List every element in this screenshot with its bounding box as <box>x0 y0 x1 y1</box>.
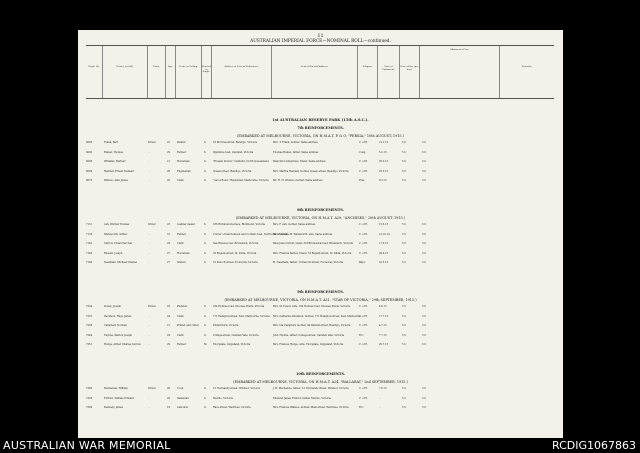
cell-rank: .. <box>148 179 150 182</box>
page-number: 11 <box>317 33 324 39</box>
table-row <box>86 344 554 353</box>
cell-address: Stjarbins-road, Gunbind, Victoria <box>213 150 254 154</box>
cell-pay: 5 0 <box>402 160 406 163</box>
cell-date: 5.2.15 <box>379 150 387 154</box>
cell-ms: M. <box>204 343 208 346</box>
cell-kin: Mrs. Frances Snider, friend, 53 Regent-street, St. Kilda, Victoria <box>273 251 352 255</box>
cell-ms: S. <box>204 150 207 154</box>
cell-no: 7135 <box>86 232 93 236</box>
cell-age: 31 <box>167 232 171 236</box>
cell-date: 21.1.15 <box>379 141 389 144</box>
cell-rank: Driver <box>148 223 156 226</box>
cell-pay: 5 0 <box>402 169 406 173</box>
cell-no: 7160 <box>86 261 93 264</box>
cell-pay: 5 0 <box>402 242 406 245</box>
cell-age: 27 <box>167 251 171 255</box>
cell-age: 27 <box>167 261 171 264</box>
cell-address: Thorpdale, Gippsland, Victoria <box>213 343 251 346</box>
cell-rank: .. <box>148 232 150 236</box>
cell-address: 184 Holmes-road, Moonee Ponds, Victoria <box>213 305 265 308</box>
cell-kin: Miss Jane Carroll, sister, 3rd Brunswick-road, Brunswick, Victoria <box>273 242 353 245</box>
cell-pay: 5 0 <box>402 314 406 318</box>
cell-rel: C. of E. <box>359 324 368 327</box>
cell-kin: Mrs. Martha Haddell, mother, Queen-street, Bendigo, Victoria <box>273 169 349 173</box>
cell-trade: Clerk <box>177 314 184 318</box>
cell-pay: 5 0 <box>402 251 406 255</box>
cell-age: 19 <box>167 406 171 409</box>
cell-ms: S. <box>204 160 207 163</box>
table-row <box>86 407 554 416</box>
cell-date: 25.2.15 <box>379 169 389 173</box>
cell-rel: Cong. <box>359 150 367 154</box>
cell-pay: 5 0 <box>402 387 406 390</box>
cell-age: 26 <box>167 179 171 182</box>
section-embarkation: (EMBARKED AT MELBOURNE, VICTORIA, ON H.M.A.T. P. & O. "PERSIA," 10th AUGUST, 1915.) <box>237 134 404 138</box>
cell-address: "Ascot Road," Bayswater, Melbourne, Victoria <box>213 179 269 182</box>
cell-rel: C. of E. <box>359 223 368 226</box>
table-header <box>86 45 554 99</box>
cell-trade: Farmer <box>177 150 186 154</box>
section-embarkation: (EMBARKED AT MELBOURNE, VICTORIA, ON H.M.A.T. A24, "BALLARAT," 2nd SEPTEMBER, 1915.) <box>233 380 408 384</box>
table-row <box>86 325 554 334</box>
cell-trade: Farmer <box>177 343 186 346</box>
cell-rank: Driver <box>148 141 156 144</box>
footer-record-id: RCDIG1067863 <box>551 439 636 452</box>
cell-rank: .. <box>148 251 150 255</box>
cell-age: 24 <box>167 314 171 318</box>
cell-trade: Clerk <box>177 242 184 245</box>
cell-ms: S. <box>204 406 207 409</box>
cell-rank: .. <box>148 324 150 327</box>
cell-rank: .. <box>148 406 150 409</box>
cell-ms: S. <box>204 223 207 226</box>
cell-pay: 5 0 <box>402 179 406 182</box>
header-religion: Religion. <box>358 46 378 98</box>
cell-name: Davidson, Hugo James <box>104 314 132 318</box>
cell-age: 22 <box>167 141 171 144</box>
cell-age: 23 <box>167 223 171 226</box>
cell-rel: C. of E. <box>359 141 368 144</box>
cell-allot: 3 0 <box>422 141 426 144</box>
header-rate-of-pay: Rate of Pay (per day). <box>400 46 420 98</box>
cell-ms: S. <box>204 396 207 400</box>
cell-kin: J. R. Mackenzie, father, 12 Normandy-street, Windsor, Victoria <box>273 387 349 390</box>
section-reinforcement: 9th REINFORCEMENTS. <box>297 290 344 294</box>
header-next-of-kin: Next of Kin and Address. <box>272 46 358 98</box>
cell-name: Williams, Herbert <box>104 160 126 163</box>
cell-no: 7244 <box>86 333 93 337</box>
header-enlist-date: Date of Enlistment. <box>378 46 400 98</box>
cell-trade: Plumber <box>177 305 188 308</box>
cell-allot: 3 0 <box>422 305 426 308</box>
cell-rank: Driver <box>148 387 156 390</box>
cell-trade: Horseman <box>177 251 190 255</box>
cell-kin: Mrs. Catherine Davidson, mother, 171 Hampton-street, Kew, Melbourne <box>273 314 361 318</box>
cell-pay: 5 0 <box>402 343 406 346</box>
cell-allot: 3 0 <box>422 150 426 154</box>
cell-ms: S. <box>204 314 207 318</box>
cell-date: 20.7.15 <box>379 343 389 346</box>
cell-address: 53 Regent-street, St. Kilda, Victoria <box>213 251 257 255</box>
cell-rank: Driver <box>148 305 156 308</box>
cell-rel: R.C. <box>359 406 365 409</box>
cell-rel: Bapt. <box>359 261 366 264</box>
cell-allot: 3 0 <box>422 232 426 236</box>
cell-allot: 3 0 <box>422 406 426 409</box>
cell-allot: 3 0 <box>422 242 426 245</box>
cell-name: Wadsworth, Arthur <box>104 232 128 236</box>
cell-name: Hodge, Alfred Charles Gordon <box>104 343 141 346</box>
cell-pay: 5 0 <box>402 396 406 400</box>
cell-no: 7300 <box>86 387 93 390</box>
cell-no: 7234 <box>86 305 93 308</box>
cell-name: Ash, Warren Thomas <box>104 223 130 226</box>
cell-date: 21.16.14 <box>379 232 390 236</box>
cell-kin: Mrs. Frances Hodge, wife, Thorpdale, Gippsland, Victoria <box>273 343 344 346</box>
cell-allot: 3 0 <box>422 223 426 226</box>
cell-date: .. <box>379 396 381 400</box>
cell-address: 10 Pescott-street, Footscray, Victoria <box>213 261 258 264</box>
cell-rel: C. of E. <box>359 169 368 173</box>
cell-rel: C. of E. <box>359 305 368 308</box>
cell-trade: Engineman <box>177 169 191 173</box>
section-reinforcement: 10th REINFORCEMENTS. <box>296 372 345 376</box>
cell-pay: 5 0 <box>402 261 406 264</box>
cell-age: 29 <box>167 396 171 400</box>
cell-address: "Rosalie Downs," Gunbind, North Queensland <box>213 160 269 163</box>
cell-rel: C. of E. <box>359 251 368 255</box>
cell-no: 6006 <box>86 150 93 154</box>
cell-address: College-street, Camden Vale, Victoria <box>213 333 259 337</box>
cell-name: Hamel, Thomas <box>104 150 123 154</box>
cell-age: 24 <box>167 333 171 337</box>
cell-pay: 5 0 <box>402 141 406 144</box>
cell-trade: Station <box>177 261 186 264</box>
cell-address: Elsternwick, Victoria <box>213 324 239 327</box>
cell-rank: .. <box>148 396 150 400</box>
cell-kin: John Thynne, father, College-street, Camden Vale, Victoria <box>273 333 344 337</box>
cell-ms: S. <box>204 324 207 327</box>
cell-age: 21 <box>167 324 171 327</box>
cell-name: Thynne, Patrick Joseph <box>104 333 132 337</box>
table-row <box>86 306 554 315</box>
cell-pay: 5 0 <box>402 150 406 154</box>
cell-pay: 5 0 <box>402 333 406 337</box>
cell-no: 7251 <box>86 343 93 346</box>
cell-kin: Mrs. Frances Wallace, mother, Main-street, Werribee, Victoria <box>273 406 349 409</box>
cell-name: Carroll, Vivian Percival <box>104 242 133 245</box>
cell-name: Watson, Alan James <box>104 179 128 182</box>
cell-trade: Farmer <box>177 232 186 236</box>
cell-rank: .. <box>148 333 150 337</box>
cell-no: 7238 <box>86 324 93 327</box>
cell-allot: 3 0 <box>422 179 426 182</box>
cell-allot: 3 0 <box>422 169 426 173</box>
cell-address: Corner of Gatch-street and Cornish-road, Northcote, Victoria <box>213 232 288 236</box>
cell-kin: Mrs. Isabella M. Wadsworth, wife. Same address <box>273 232 333 236</box>
cell-name: Mackenzie, William <box>104 387 128 390</box>
cell-address: Merino, Victoria <box>213 396 233 400</box>
section-reinforcement: 7th REINFORCEMENTS. <box>297 126 344 130</box>
cell-rel: C. of E. <box>359 242 368 245</box>
table-row <box>86 180 554 189</box>
cell-ms: S. <box>204 261 207 264</box>
cell-ms: S. <box>204 333 207 337</box>
cell-name: Fulford, William Edward <box>104 396 134 400</box>
cell-no: 7148 <box>86 251 93 255</box>
cell-allot: 3 0 <box>422 251 426 255</box>
cell-address: 12 Normandy-street, Windsor, Victoria <box>213 387 260 390</box>
cell-trade: Labourer <box>177 406 189 409</box>
cell-kin: Mrs. M. Power, wife, 184 Holmes-road, Moonee Ponds, Victoria <box>273 305 350 308</box>
cell-trade: Salesman <box>177 396 189 400</box>
cell-kin: H. Needham, father, 10 Pescott-street, Footscray, Victoria <box>273 261 344 264</box>
cell-trade: Horseman <box>177 160 190 163</box>
cell-trade: Cook <box>177 387 184 390</box>
cell-no: 7237 <box>86 314 93 318</box>
cell-kin: Mrs. T. Frank, mother. Same address <box>273 141 318 144</box>
cell-pay: 5 0 <box>402 406 406 409</box>
cell-age: 24 <box>167 242 171 245</box>
header-allotment: Allotment of Pay. <box>420 46 500 98</box>
cell-no: 6008 <box>86 160 93 163</box>
cell-date: 25.2.15 <box>379 160 389 163</box>
cell-age: 28 <box>167 387 171 390</box>
cell-date: 7.8.15 <box>379 387 387 390</box>
cell-pay: 5 0 <box>402 305 406 308</box>
cell-rel: C. of E. <box>359 232 368 236</box>
cell-age: 29 <box>167 343 171 346</box>
cell-rank: .. <box>148 343 150 346</box>
cell-rank: .. <box>148 242 150 245</box>
cell-rank: .. <box>148 261 150 264</box>
cell-kin: Malcolm Livingstone, friend. Same address <box>273 160 326 163</box>
cell-age: 23 <box>167 305 171 308</box>
cell-rel: Pres. <box>359 179 366 182</box>
cell-no: 7303 <box>86 396 93 400</box>
cell-rank: .. <box>148 169 150 173</box>
section-embarkation: (EMBARKED AT MELBOURNE, VICTORIA, ON H.M.A.T. A20, "ANCHISES," 20th AUGUST, 1915.) <box>235 216 406 220</box>
cell-rel: C. of E. <box>359 160 368 163</box>
cell-ms: S. <box>204 232 207 236</box>
cell-name: Power, Joseph <box>104 305 121 308</box>
cell-allot: 3 0 <box>422 324 426 327</box>
cell-kin: Mrs. F. Ash, mother. Same address <box>273 223 316 226</box>
page-title: AUSTRALIAN IMPERIAL FORCE—NOMINAL ROLL—continued. <box>250 39 391 44</box>
table-row <box>86 224 554 233</box>
header-remarks: Remarks. <box>521 65 533 68</box>
section-reinforcement: 8th REINFORCEMENTS. <box>297 208 344 212</box>
cell-allot: 3 0 <box>422 396 426 400</box>
cell-name: Needham, Michael Charles <box>104 261 138 264</box>
roll-page <box>78 30 563 438</box>
cell-trade: Leather dealer <box>177 223 195 226</box>
header-trade: Trade or Calling. <box>176 46 202 98</box>
cell-ms: S. <box>204 242 207 245</box>
header-married: Married or Single. <box>202 46 212 98</box>
cell-address: Queen-street, Bendigo, Victoria <box>213 169 252 173</box>
cell-rel: C. of E. <box>359 314 368 318</box>
header-address: Address at Date of Enlistment. <box>212 46 272 98</box>
cell-ms: S. <box>204 141 207 144</box>
cell-pay: 5 0 <box>402 232 406 236</box>
cell-rank: .. <box>148 150 150 154</box>
cell-kin: Mr. H. H. Watson, mother. Same address <box>273 179 323 182</box>
cell-allot: 3 0 <box>422 261 426 264</box>
table-row <box>86 142 554 151</box>
cell-kin: Mrs. Ida Campbell, mother, 44 Dalwell-street, Bendigo, Victoria <box>273 324 351 327</box>
cell-date: 16.5.15 <box>379 261 389 264</box>
cell-no: 6009 <box>86 169 93 173</box>
cell-date: 8.3.15 <box>379 179 387 182</box>
cell-ms: S. <box>204 169 207 173</box>
cell-rank: .. <box>148 314 150 318</box>
header-name: Names (in full). <box>103 46 148 98</box>
cell-no: 6005 <box>86 141 93 144</box>
cell-date: .. <box>379 406 381 409</box>
header-rank: Rank. <box>148 46 166 98</box>
cell-allot: 3 0 <box>422 160 426 163</box>
archive-footer <box>0 438 640 453</box>
cell-no: 6070 <box>86 179 93 182</box>
cell-name: Campbell, Norman <box>104 324 127 327</box>
cell-name: Russell, Joseph <box>104 251 123 255</box>
cell-pay: 5 0 <box>402 324 406 327</box>
cell-date: 4.7.15 <box>379 324 387 327</box>
cell-address: 171 Hampton-street, Kew, Melbourne, Victoria <box>213 314 270 318</box>
cell-trade: Clerk <box>177 333 184 337</box>
cell-date: 7.7.15 <box>379 333 387 337</box>
cell-address: 18 McCrae-street, Bendigo, Victoria <box>213 141 257 144</box>
cell-rel: R.C. <box>359 333 365 337</box>
cell-trade: Printer and cutter <box>177 324 199 327</box>
unit-title: 1st AUSTRALIAN RESERVE PARK (15th A.S.C.). <box>272 118 369 122</box>
cell-date: 4.6.15 <box>379 305 387 308</box>
header-age: Age. <box>166 46 176 98</box>
cell-ms: S. <box>204 179 207 182</box>
cell-age: 29 <box>167 150 171 154</box>
cell-ms: S. <box>204 387 207 390</box>
cell-rank: .. <box>148 160 150 163</box>
cell-allot: 3 0 <box>422 333 426 337</box>
table-row <box>86 262 554 271</box>
cell-kin: Edmund James Fulford, father, Merino, Victoria <box>273 396 331 400</box>
cell-age: 21 <box>167 160 171 163</box>
cell-age: 28 <box>167 169 171 173</box>
cell-pay: 5 0 <box>402 223 406 226</box>
cell-allot: 3 0 <box>422 343 426 346</box>
cell-rel: C. of E. <box>359 387 368 390</box>
cell-date: 26.6.15 <box>379 251 389 255</box>
cell-address: Sea Breeze-road, Brunswick, Victoria <box>213 242 259 245</box>
cell-date: 15.6.15 <box>379 223 389 226</box>
cell-name: Haddell, Ernest Clement <box>104 169 135 173</box>
cell-no: 7131 <box>86 223 93 226</box>
table-row <box>86 243 554 252</box>
cell-address: 188 Richmond-terrace, Richmond, Victoria <box>213 223 265 226</box>
header-regt-no: Regtl. No. <box>86 46 103 98</box>
cell-name: Kennedy, James <box>104 406 124 409</box>
cell-date: 17.5.15 <box>379 242 389 245</box>
cell-ms: S. <box>204 251 207 255</box>
cell-kin: Thomas Hamel, father. Same address <box>273 150 319 154</box>
cell-trade: Painter <box>177 141 186 144</box>
table-row <box>86 388 554 397</box>
cell-rel: C. of E. <box>359 343 368 346</box>
cell-date: 17.7.15 <box>379 314 389 318</box>
cell-allot: 3 0 <box>422 314 426 318</box>
footer-source: AUSTRALIAN WAR MEMORIAL <box>3 439 171 452</box>
cell-name: Frank, Bert <box>104 141 119 144</box>
cell-address: Race-street, Werribee, Victoria <box>213 406 251 409</box>
cell-trade: Clerk <box>177 179 184 182</box>
cell-rel: C. of E. <box>359 396 368 400</box>
cell-no: 7143 <box>86 242 93 245</box>
cell-no: 7309 <box>86 406 93 409</box>
section-embarkation: (EMBARKED AT MELBOURNE, VICTORIA, ON H.M.A.T. A31, "STAR OF VICTORIA," 29th SEPTEMBER, 1915.) <box>224 298 417 302</box>
cell-allot: 3 0 <box>422 387 426 390</box>
cell-ms: S. <box>204 305 207 308</box>
table-row <box>86 161 554 170</box>
